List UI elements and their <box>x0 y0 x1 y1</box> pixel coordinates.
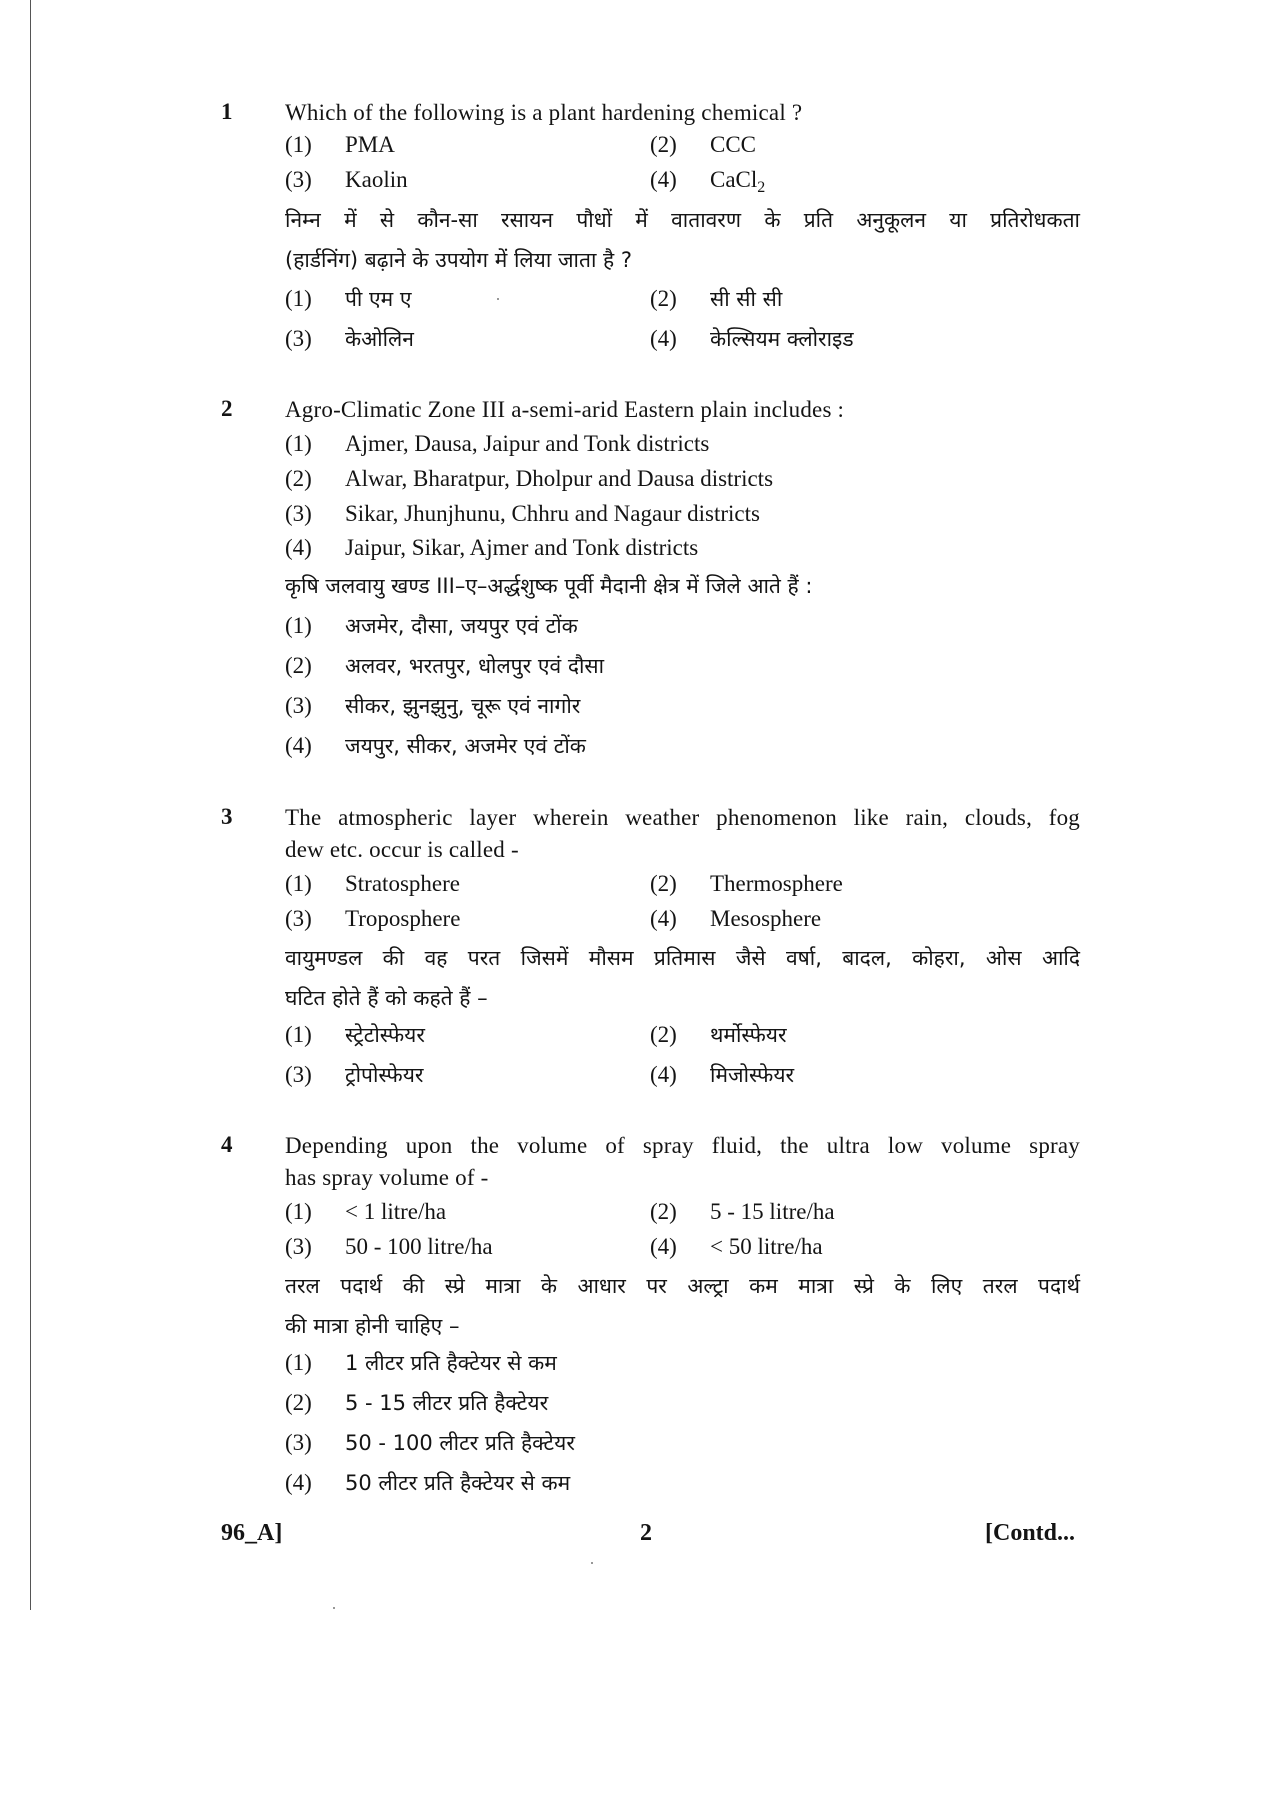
option-3-hindi <box>285 1425 575 1461</box>
option-4-hindi <box>285 1465 570 1501</box>
option-number: (4) <box>650 167 677 192</box>
option-number: (1) <box>285 431 312 456</box>
question-number: 4 <box>221 1132 233 1157</box>
option-1-hindi <box>285 281 412 317</box>
option-2-english <box>650 130 756 160</box>
question-stem-hindi <box>285 566 1080 606</box>
option-number: (1) <box>285 1350 312 1375</box>
scan-speck <box>333 1607 335 1609</box>
question-stem-english <box>285 802 1080 833</box>
option-4-hindi <box>650 321 854 357</box>
option-3-hindi <box>285 1057 424 1093</box>
stem-line: (हार्डनिंग) बढ़ाने के उपयोग में लिया जाता है ? <box>285 248 633 272</box>
stem-line: कृषि जलवायु खण्ड III–ए–अर्द्धशुष्क पूर्वी मैदानी क्षेत्र में जिले आते हैं : <box>285 574 813 598</box>
option-3-english <box>285 165 408 195</box>
option-number: (2) <box>285 653 312 678</box>
question-stem-english: Which of the following is a plant hardening chemical ? <box>285 100 803 125</box>
option-4-hindi <box>285 728 586 764</box>
option-text: CaCl <box>710 167 758 192</box>
option-text: केल्सियम क्लोराइड <box>710 327 854 351</box>
question-stem-english <box>285 1130 1080 1161</box>
option-number: (3) <box>285 1430 312 1455</box>
option-1-english <box>285 869 460 899</box>
option-number: (2) <box>650 286 677 311</box>
option-number: (4) <box>650 1062 677 1087</box>
option-1-english <box>285 429 709 459</box>
question-stem-english-cont: has spray volume of - <box>285 1165 489 1190</box>
option-1-hindi <box>285 1017 425 1053</box>
option-1-hindi <box>285 1345 557 1381</box>
option-text: Kaolin <box>345 167 408 192</box>
option-number: (3) <box>285 501 312 526</box>
option-number: (4) <box>650 1234 677 1259</box>
option-text: 50 - 100 litre/ha <box>345 1234 493 1259</box>
option-number: (3) <box>285 1062 312 1087</box>
option-text: 5 - 15 litre/ha <box>710 1199 835 1224</box>
option-text: Jaipur, Sikar, Ajmer and Tonk districts <box>345 535 699 560</box>
stem-line: की मात्रा होनी चाहिए – <box>285 1314 460 1338</box>
option-1-english <box>285 130 395 160</box>
option-text: अलवर, भरतपुर, धोलपुर एवं दौसा <box>345 654 605 678</box>
option-text: 5 - 15 लीटर प्रति हैक्टेयर <box>345 1391 549 1415</box>
option-number: (1) <box>285 871 312 896</box>
question-number: 3 <box>221 804 233 829</box>
option-number: (2) <box>285 1390 312 1415</box>
option-text: थर्मोस्फेयर <box>710 1023 787 1047</box>
question-stem-hindi <box>285 200 1080 280</box>
option-number: (2) <box>650 1199 677 1224</box>
option-number: (1) <box>285 1199 312 1224</box>
booklet-code: 96_A] <box>221 1520 283 1546</box>
scan-speck <box>591 1562 593 1564</box>
option-1-hindi <box>285 608 578 644</box>
option-number: (4) <box>285 1470 312 1495</box>
option-1-english <box>285 1197 446 1227</box>
option-number: (3) <box>285 693 312 718</box>
option-number: (3) <box>285 906 312 931</box>
option-number: (2) <box>285 466 312 491</box>
option-text: Sikar, Jhunjhunu, Chhru and Nagaur districts <box>345 501 760 526</box>
stem-line: तरल पदार्थ की स्प्रे मात्रा के आधार पर अल्ट्रा कम मात्रा स्प्रे के लिए तरल पदार्थ <box>285 1274 1080 1298</box>
question-stem-english: Agro-Climatic Zone III a-semi-arid Eastern plain includes : <box>285 397 845 422</box>
option-text: सी सी सी <box>710 287 783 311</box>
question-number: 2 <box>221 396 233 421</box>
option-2-hindi <box>650 1017 787 1053</box>
option-number: (1) <box>285 1022 312 1047</box>
option-2-english <box>650 869 843 899</box>
option-number: (3) <box>285 326 312 351</box>
subscript: 2 <box>757 179 766 196</box>
option-3-english <box>285 499 760 529</box>
option-4-english <box>650 165 765 195</box>
option-number: (3) <box>285 167 312 192</box>
stem-line: घटित होते हैं को कहते हैं – <box>285 986 488 1010</box>
option-text: Alwar, Bharatpur, Dholpur and Dausa districts <box>345 466 774 491</box>
option-text: CCC <box>710 132 757 157</box>
option-text: Ajmer, Dausa, Jaipur and Tonk districts <box>345 431 710 456</box>
option-number: (4) <box>285 733 312 758</box>
option-2-hindi <box>285 1385 548 1421</box>
option-2-hindi <box>650 281 782 317</box>
option-4-english <box>285 533 698 563</box>
question-number: 1 <box>221 99 233 124</box>
option-text: ट्रोपोस्फेयर <box>345 1063 424 1087</box>
option-text: < 50 litre/ha <box>710 1234 823 1259</box>
option-text: Mesosphere <box>710 906 822 931</box>
page-number: 2 <box>640 1520 652 1546</box>
option-number: (3) <box>285 1234 312 1259</box>
option-3-english <box>285 904 460 934</box>
stem-line: The atmospheric layer wherein weather phenomenon like rain, clouds, fog <box>285 805 1080 830</box>
question-stem-hindi <box>285 938 1080 1018</box>
option-3-hindi <box>285 688 580 724</box>
option-number: (1) <box>285 286 312 311</box>
option-text: केओलिन <box>345 327 414 351</box>
option-text: 50 - 100 लीटर प्रति हैक्टेयर <box>345 1431 575 1455</box>
option-text: मिजोस्फेयर <box>710 1063 795 1087</box>
option-text: < 1 litre/ha <box>345 1199 447 1224</box>
option-text: सीकर, झुनझुनु, चूरू एवं नागोर <box>345 694 581 718</box>
option-3-english <box>285 1232 493 1262</box>
option-number: (4) <box>285 535 312 560</box>
option-text: 50 लीटर प्रति हैक्टेयर से कम <box>345 1471 571 1495</box>
option-text: जयपुर, सीकर, अजमेर एवं टोंक <box>345 734 586 758</box>
option-text: Stratosphere <box>345 871 460 896</box>
continued-marker: [Contd... <box>985 1520 1076 1546</box>
option-number: (2) <box>650 132 677 157</box>
option-text: 1 लीटर प्रति हैक्टेयर से कम <box>345 1351 557 1375</box>
option-4-english <box>650 904 821 934</box>
stem-line: वायुमण्डल की वह परत जिसमें मौसम प्रतिमास जैसे वर्षा, बादल, कोहरा, ओस आदि <box>285 946 1080 970</box>
option-number: (4) <box>650 326 677 351</box>
option-number: (1) <box>285 613 312 638</box>
option-2-hindi <box>285 648 604 684</box>
stem-line: Depending upon the volume of spray fluid, the ultra low volume spray <box>285 1133 1080 1158</box>
option-4-hindi <box>650 1057 794 1093</box>
option-text: Thermosphere <box>710 871 843 896</box>
option-2-english <box>650 1197 835 1227</box>
binding-margin-line <box>30 0 31 1610</box>
option-text: Troposphere <box>345 906 461 931</box>
option-text: पी एम ए <box>345 287 412 311</box>
option-text: PMA <box>345 132 395 157</box>
question-stem-hindi <box>285 1266 1080 1346</box>
scan-speck <box>497 298 499 300</box>
option-text: स्ट्रेटोस्फेयर <box>345 1023 425 1047</box>
option-2-english <box>285 464 773 494</box>
option-3-hindi <box>285 321 414 357</box>
option-text: अजमेर, दौसा, जयपुर एवं टोंक <box>345 614 578 638</box>
option-4-english <box>650 1232 823 1262</box>
question-stem-english-cont: dew etc. occur is called - <box>285 837 519 862</box>
stem-line: निम्न में से कौन-सा रसायन पौधों में वातावरण के प्रति अनुकूलन या प्रतिरोधकता <box>285 208 1080 232</box>
option-number: (2) <box>650 1022 677 1047</box>
option-number: (2) <box>650 871 677 896</box>
option-number: (1) <box>285 132 312 157</box>
option-number: (4) <box>650 906 677 931</box>
